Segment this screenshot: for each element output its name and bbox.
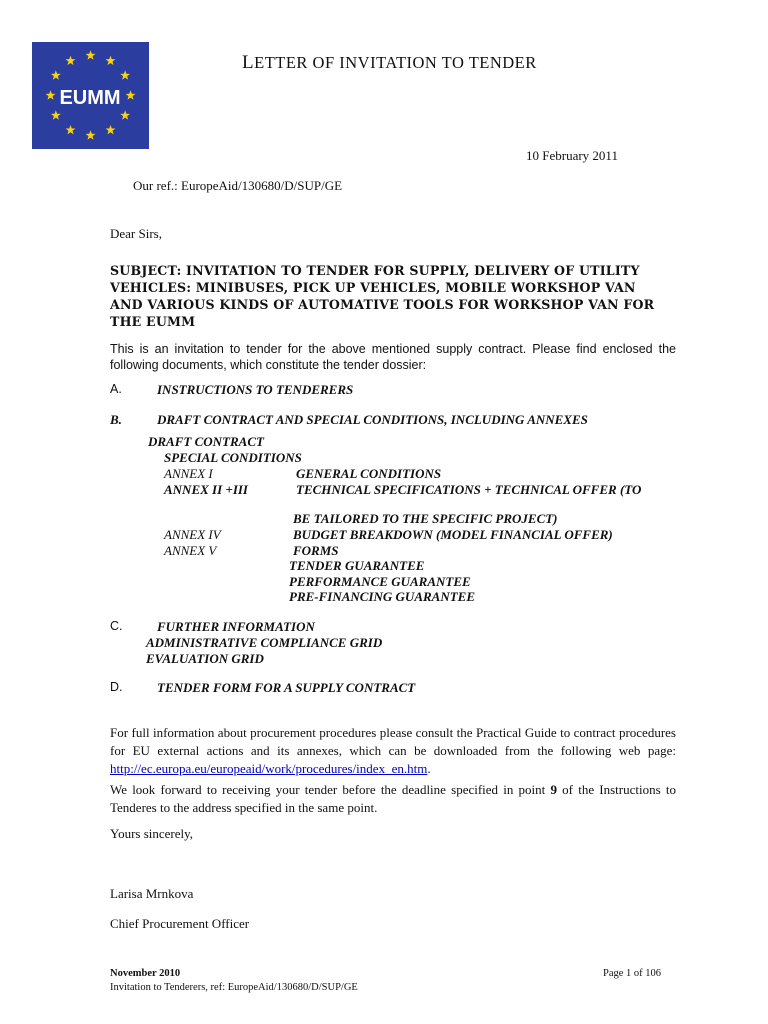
section-b-letter: B.: [110, 412, 122, 427]
section-c-letter: C.: [110, 619, 123, 633]
form-performance-guarantee: PERFORMANCE GUARANTEE: [289, 574, 471, 589]
salutation: Dear Sirs,: [110, 226, 162, 241]
deadline-paragraph: We look forward to receiving your tender before the deadline specified in point 9 of the Instructions to Tenderes to the address specified in the same point.: [110, 782, 676, 815]
footer-date: November 2010: [110, 968, 181, 979]
footer-reference: Invitation to Tenderers, ref: EuropeAid/130680/D/SUP/GE: [110, 982, 358, 993]
form-tender-guarantee: TENDER GUARANTEE: [289, 558, 425, 573]
section-a-letter: A.: [110, 382, 122, 396]
section-c-title: FURTHER INFORMATION: [157, 619, 315, 634]
annex-2-3-value-cont: BE TAILORED TO THE SPECIFIC PROJECT): [293, 511, 558, 526]
procurement-paragraph: For full information about procurement procedures please consult the Practical Guide to contract procedures for EU external actions and its annexes, which can be downloaded from the following web page: http://ec.europa.eu/europeaid/work/procedures/index_en.htm.: [110, 725, 676, 776]
eumm-logo: [32, 42, 149, 149]
annex-4-label: ANNEX IV: [164, 527, 221, 542]
subject-heading: SUBJECT: INVITATION TO TENDER FOR SUPPLY, DELIVERY OF UTILITY VEHICLES: MINIBUSES, PICK UP VEHICLES, MOBILE WORKSHOP VAN AND VARIOUS KINDS OF AUTOMATIVE TOOLS FOR WORKSHOP VAN FOR THE EUMM: [110, 263, 655, 329]
section-a-title: INSTRUCTIONS TO TENDERERS: [157, 382, 354, 397]
procedures-link[interactable]: http://ec.europa.eu/europeaid/work/procedures/index_en.htm: [110, 761, 428, 776]
section-b-title: DRAFT CONTRACT AND SPECIAL CONDITIONS, INCLUDING ANNEXES: [157, 412, 588, 427]
deadline-point: 9: [550, 782, 557, 797]
annex-2-3-value: TECHNICAL SPECIFICATIONS + TECHNICAL OFFER (TO: [296, 482, 642, 497]
annex-5-value: FORMS: [293, 543, 339, 558]
letter-date: 10 February 2011: [526, 148, 618, 163]
draft-contract: DRAFT CONTRACT: [148, 434, 264, 449]
document-title: LETTER OF INVITATION TO TENDER: [242, 52, 537, 73]
signatory-title: Chief Procurement Officer: [110, 916, 250, 931]
section-c-item-1: ADMINISTRATIVE COMPLIANCE GRID: [146, 635, 383, 650]
intro-paragraph: This is an invitation to tender for the above mentioned supply contract. Please find enclosed the following documents, which constitute the tender dossier:: [110, 342, 676, 372]
logo-text: EUMM: [59, 87, 121, 109]
form-pre-financing-guarantee: PRE-FINANCING GUARANTEE: [289, 589, 476, 604]
closing: Yours sincerely,: [110, 826, 194, 841]
section-c-item-2: EVALUATION GRID: [146, 651, 264, 666]
eu-stars-logo-icon: [32, 42, 149, 149]
signatory-name: Larisa Mrnkova: [110, 886, 194, 901]
annex-1-value: GENERAL CONDITIONS: [296, 466, 442, 481]
section-d-title: TENDER FORM FOR A SUPPLY CONTRACT: [157, 680, 416, 695]
annex-4-value: BUDGET BREAKDOWN (MODEL FINANCIAL OFFER): [293, 527, 613, 542]
annex-1-label: ANNEX I: [164, 466, 213, 481]
annex-2-3-label: ANNEX II +III: [164, 482, 248, 497]
annex-5-label: ANNEX V: [164, 543, 217, 558]
special-conditions: SPECIAL CONDITIONS: [164, 450, 302, 465]
footer-page-number: Page 1 of 106: [603, 968, 662, 979]
our-reference: Our ref.: EuropeAid/130680/D/SUP/GE: [133, 178, 343, 193]
section-d-letter: D.: [110, 680, 123, 694]
